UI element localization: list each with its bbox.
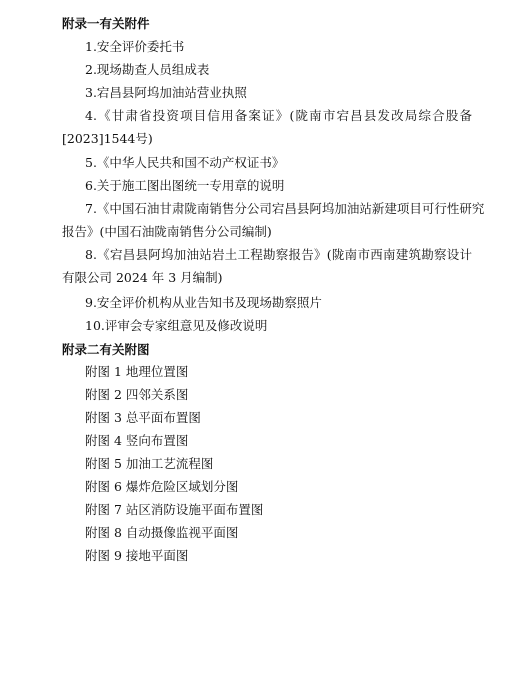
attachment-item-4-line2: [2023]1544号): [62, 131, 153, 146]
attachment-item-8: [62, 243, 472, 289]
attachment-item-4: [62, 104, 472, 150]
attachment-item-7-line2: 报告》(中国石油陇南销售分公司编制): [62, 224, 272, 239]
attachment-item-10: 10.评审会专家组意见及修改说明: [85, 318, 268, 333]
figure-item-6: 附图 6 爆炸危险区域划分图: [85, 479, 239, 494]
attachment-item-9: 9.安全评价机构从业告知书及现场勘察照片: [85, 295, 322, 310]
appendix1-title: 附录一有关附件: [62, 16, 150, 31]
appendix2-title: 附录二有关附图: [62, 342, 150, 357]
attachment-item-2: 2.现场勘查人员组成表: [85, 62, 210, 77]
attachment-item-7-line1: 7.《中国石油甘肃陇南销售分公司宕昌县阿坞加油站新建项目可行性研究: [85, 201, 485, 216]
attachment-item-8-line1: 8.《宕昌县阿坞加油站岩土工程勘察报告》(陇南市西南建筑勘察设计: [85, 247, 472, 262]
attachment-item-4-line1: 4.《甘肃省投资项目信用备案证》(陇南市宕昌县发改局综合股备: [85, 108, 472, 123]
attachment-item-7: [62, 197, 485, 243]
figure-item-5: 附图 5 加油工艺流程图: [85, 456, 214, 471]
figure-item-1: 附图 1 地理位置图: [85, 364, 189, 379]
figure-item-4: 附图 4 竖向布置图: [85, 433, 189, 448]
attachment-item-6: 6.关于施工图出图统一专用章的说明: [85, 178, 285, 193]
attachment-item-5: 5.《中华人民共和国不动产权证书》: [85, 155, 285, 170]
figure-item-3: 附图 3 总平面布置图: [85, 410, 201, 425]
figure-item-9: 附图 9 接地平面图: [85, 548, 189, 563]
figure-item-7: 附图 7 站区消防设施平面布置图: [85, 502, 264, 517]
figure-item-2: 附图 2 四邻关系图: [85, 387, 189, 402]
attachment-item-3: 3.宕昌县阿坞加油站营业执照: [85, 85, 247, 100]
figure-item-8: 附图 8 自动摄像监视平面图: [85, 525, 239, 540]
attachment-item-8-line2: 有限公司 2024 年 3 月编制): [62, 270, 223, 285]
attachment-item-1: 1.安全评价委托书: [85, 39, 185, 54]
